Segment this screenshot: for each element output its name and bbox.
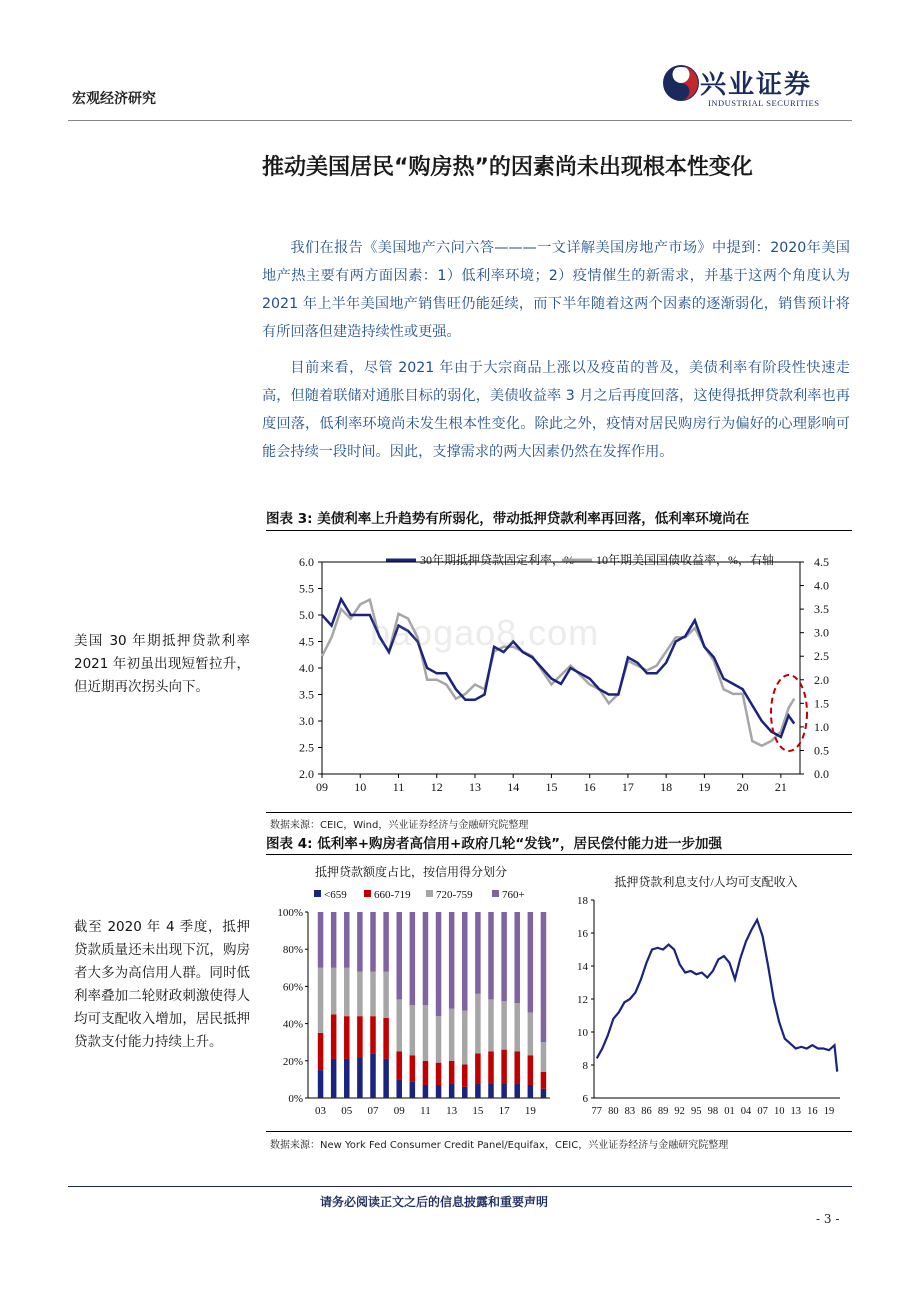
bar-segment (449, 1083, 455, 1098)
legend-swatch (314, 890, 321, 897)
bar-segment (344, 968, 350, 1016)
bar-segment (396, 1052, 402, 1080)
bar-segment (344, 1016, 350, 1059)
bar-segment (410, 1005, 416, 1055)
bar-segment (501, 1083, 507, 1098)
bar-segment (357, 912, 363, 972)
bar-segment (344, 1059, 350, 1098)
x-tick-label: 11 (392, 780, 405, 794)
bar-segment (370, 912, 376, 972)
bar-segment (396, 1079, 402, 1098)
figure-4-title: 图表 4: 低利率+购房者高信用+政府几轮“发钱”，居民偿付能力进一步加强 (266, 836, 723, 852)
paragraph-1: 我们在报告《美国地产六问六答———一文详解美国房地产市场》中提到：2020年美国地产热主要有两方面因素：1）低利率环境；2）疫情催生的新需求，并基于这两个角度认为 2021 年上半年美国地产销售旺仍能延续，而下半年随着这两个因素的逐渐弱化，销售预计将有所回落但建造持续性或更强。 (262, 240, 850, 340)
mortgage-treasury-chart (266, 538, 852, 808)
y-right-tick-label: 3.5 (814, 602, 829, 617)
header-section-label: 宏观经济研究 (72, 91, 156, 107)
bar-segment (541, 1089, 547, 1098)
bar-segment (528, 1012, 534, 1055)
bar-segment (462, 912, 468, 1011)
x-tick-label: 77 (591, 1106, 603, 1117)
bar-segment (318, 912, 324, 968)
industrial-securities-logo-icon (662, 64, 700, 102)
y-tick-label: 20% (282, 1055, 303, 1068)
bar-segment (344, 912, 350, 968)
bar-segment (396, 912, 402, 999)
credit-score-stacked-bar-chart (266, 858, 556, 1124)
bar-segment (383, 1018, 389, 1059)
figure-3-title: 图表 3: 美债利率上升趋势有所弱化，带动抵押贷款利率再回落，低利率环境尚在 (266, 511, 750, 527)
y-right-tick-label: 1.5 (814, 696, 829, 711)
figure-4-top-rule (266, 854, 852, 855)
bar-segment (370, 1016, 376, 1053)
bar-segment (331, 912, 337, 968)
x-tick-label: 10 (773, 1106, 785, 1117)
bar-segment (331, 1014, 337, 1059)
legend-label: <659 (324, 889, 347, 901)
x-tick-label: 17 (621, 780, 634, 794)
logo-english-name: INDUSTRIAL SECURITIES (708, 98, 820, 108)
y-tick-label: 40% (282, 1018, 303, 1031)
bar-segment (462, 1087, 468, 1098)
bar-segment (357, 1057, 363, 1098)
bar-segment (475, 1053, 481, 1083)
header-divider (68, 120, 852, 121)
x-tick-label: 16 (807, 1106, 818, 1117)
bar-segment (423, 1085, 429, 1098)
x-tick-label: 07 (367, 1105, 379, 1117)
bar-segment (462, 1011, 468, 1065)
x-tick-label: 18 (660, 780, 673, 794)
bar-segment (318, 1033, 324, 1070)
bar-segment (410, 1081, 416, 1098)
bar-segment (488, 1052, 494, 1084)
y-tick-label: 6 (582, 1093, 588, 1105)
bar-segment (383, 912, 389, 972)
x-tick-label: 11 (420, 1105, 431, 1117)
y-tick-label: 80% (282, 944, 303, 957)
x-tick-label: 15 (472, 1105, 484, 1117)
bar-segment (331, 968, 337, 1015)
x-tick-label: 92 (674, 1106, 685, 1117)
bar-segment (528, 1055, 534, 1085)
legend-swatch (426, 890, 433, 897)
y-left-tick-label: 2.5 (299, 740, 314, 755)
bar-segment (488, 912, 494, 999)
figure-3-source: 数据来源：CEIC，Wind，兴业证券经济与金融研究院整理 (270, 820, 529, 831)
bar-segment (436, 1016, 442, 1063)
y-tick-label: 14 (577, 961, 588, 973)
figure-4-bottom-rule (266, 1131, 852, 1132)
bar-segment (331, 1059, 337, 1098)
bar-segment (449, 912, 455, 1009)
x-tick-label: 83 (624, 1106, 636, 1117)
watermark: baogao8.com (370, 612, 600, 653)
bar-segment (436, 912, 442, 1016)
bar-segment (449, 1061, 455, 1083)
bar-segment (318, 968, 324, 1033)
x-tick-label: 86 (641, 1106, 652, 1117)
x-tick-label: 03 (315, 1105, 327, 1117)
x-tick-label: 04 (740, 1106, 752, 1117)
y-tick-label: 100% (277, 907, 303, 919)
bar-segment (436, 1085, 442, 1098)
legend-swatch (492, 890, 499, 897)
bar-segment (423, 1061, 429, 1085)
x-tick-label: 98 (707, 1106, 719, 1117)
bar-segment (528, 1085, 534, 1098)
bar-segment (436, 1063, 442, 1085)
x-tick-label: 19 (698, 780, 711, 794)
legend-label: 720-759 (436, 889, 473, 901)
bar-segment (501, 1050, 507, 1083)
y-left-tick-label: 4.5 (299, 634, 314, 649)
y-right-tick-label: 2.5 (814, 649, 829, 664)
y-right-tick-label: 4.5 (814, 555, 829, 569)
bar-segment (528, 912, 534, 1012)
x-tick-label: 09 (393, 1105, 405, 1117)
y-tick-label: 8 (582, 1060, 588, 1072)
x-tick-label: 13 (468, 780, 481, 794)
y-left-tick-label: 5.5 (299, 581, 314, 596)
bar-segment (423, 1005, 429, 1061)
bar-segment (370, 972, 376, 1017)
x-tick-label: 09 (316, 780, 328, 794)
x-tick-label: 12 (430, 780, 443, 794)
x-tick-label: 05 (341, 1105, 353, 1117)
paragraph-2: 目前来看，尽管 2021 年由于大宗商品上涨以及疫苗的普及，美债利率有阶段性快速走高，但随着联储对通胀目标的弱化，美债收益率 3 月之后再度回落，这使得抵押贷款利率也再度回落，低利率环境尚未发生根本性变化。除此之外，疫情对居民购房行为偏好的心理影响可能会持续一段时间。因此，支撑需求的两大因素仍然在发挥作用。 (262, 360, 850, 460)
y-right-tick-label: 0.0 (814, 767, 829, 781)
x-tick-label: 19 (823, 1106, 835, 1117)
bar-segment (541, 912, 547, 1042)
bar-segment (514, 912, 520, 1003)
bar-segment (383, 972, 389, 1019)
bar-segment (462, 1065, 468, 1087)
y-left-tick-label: 6.0 (299, 555, 314, 569)
section-title: 推动美国居民“购房热”的因素尚未出现根本性变化 (262, 155, 753, 180)
interest-income-ratio-chart (556, 858, 852, 1124)
y-right-tick-label: 0.5 (814, 743, 829, 758)
y-left-tick-label: 4.0 (299, 661, 314, 675)
footer-disclaimer: 请务必阅读正文之后的信息披露和重要声明 (320, 1195, 549, 1209)
page-number: - 3 - (816, 1212, 840, 1226)
y-tick-label: 12 (577, 994, 588, 1006)
bar-segment (475, 912, 481, 994)
x-tick-label: 15 (545, 780, 558, 794)
y-right-tick-label: 2.0 (814, 672, 829, 687)
bar-segment (357, 1016, 363, 1057)
x-tick-label: 95 (691, 1106, 702, 1117)
x-tick-label: 10 (354, 780, 367, 794)
x-tick-label: 01 (724, 1106, 735, 1117)
bar-segment (318, 1070, 324, 1098)
bar-segment (488, 1083, 494, 1098)
chart3-title: 抵押贷款利息支付/人均可支配收入 (614, 875, 798, 889)
bar-segment (501, 1001, 507, 1049)
bar-segment (396, 999, 402, 1051)
y-right-tick-label: 4.0 (814, 578, 829, 593)
bar-segment (514, 1083, 520, 1098)
x-tick-label: 19 (524, 1105, 536, 1117)
x-tick-label: 13 (790, 1106, 802, 1117)
bar-segment (541, 1072, 547, 1089)
figure-4-source: 数据来源：New York Fed Consumer Credit Panel/Equifax，CEIC，兴业证券经济与金融研究院整理 (270, 1140, 729, 1151)
y-left-tick-label: 3.5 (299, 687, 314, 702)
y-right-tick-label: 3.0 (814, 625, 829, 640)
x-tick-label: 80 (608, 1106, 619, 1117)
footer-divider (68, 1186, 852, 1187)
x-tick-label: 14 (507, 780, 520, 794)
y-tick-label: 16 (577, 928, 588, 940)
y-left-tick-label: 3.0 (299, 714, 314, 728)
x-tick-label: 17 (498, 1105, 510, 1117)
y-right-tick-label: 1.0 (814, 719, 829, 734)
bar-segment (410, 912, 416, 1005)
x-tick-label: 21 (774, 780, 787, 794)
chart2-title: 抵押贷款额度占比，按信用得分划分 (314, 865, 508, 879)
figure-4-side-note: 截至 2020 年 4 季度，抵押贷款质量还未出现下沉，购房者大多为高信用人群。同时低利率叠加二轮财政刺激使得人均可支配收入增加，居民抵押贷款支付能力持续上升。 (74, 919, 250, 1050)
bar-segment (501, 912, 507, 1001)
logo-chinese-name: 兴业证券 (700, 70, 813, 100)
legend-label: 660-719 (374, 889, 411, 901)
bar-segment (514, 1003, 520, 1051)
figure-3-top-rule (266, 530, 852, 531)
bar-segment (449, 1009, 455, 1061)
y-tick-label: 18 (577, 895, 588, 907)
bar-segment (383, 1059, 389, 1098)
bar-segment (423, 912, 429, 1005)
x-tick-label: 89 (657, 1106, 669, 1117)
legend-treasury-label: 10年期美国国债收益率，%，右轴 (596, 553, 774, 567)
bar-segment (475, 994, 481, 1054)
legend-label: 760+ (502, 889, 525, 901)
x-tick-label: 07 (757, 1106, 768, 1117)
bar-segment (541, 1042, 547, 1072)
x-tick-label: 16 (583, 780, 596, 794)
y-tick-label: 60% (282, 981, 303, 994)
legend-swatch (364, 890, 371, 897)
bar-segment (488, 999, 494, 1051)
figure-3-side-note: 美国 30 年期抵押贷款利率 2021 年初虽出现短暂拉升，但近期再次拐头向下。 (74, 633, 250, 695)
bar-segment (475, 1083, 481, 1098)
highlight-circle (771, 675, 807, 751)
y-tick-label: 10 (577, 1027, 588, 1039)
chart1-plot-frame (322, 562, 800, 774)
legend-mortgage-label: 30年期抵押贷款固定利率，% (420, 553, 574, 567)
bar-segment (410, 1055, 416, 1081)
ratio-line (597, 920, 837, 1072)
figure-3-bottom-rule (266, 812, 852, 813)
x-tick-label: 20 (736, 780, 749, 794)
bar-segment (357, 972, 363, 1017)
bar-segment (370, 1053, 376, 1098)
x-tick-label: 13 (446, 1105, 458, 1117)
y-left-tick-label: 2.0 (299, 767, 314, 781)
y-tick-label: 0% (288, 1093, 303, 1105)
y-left-tick-label: 5.0 (299, 608, 314, 622)
bar-segment (514, 1052, 520, 1084)
